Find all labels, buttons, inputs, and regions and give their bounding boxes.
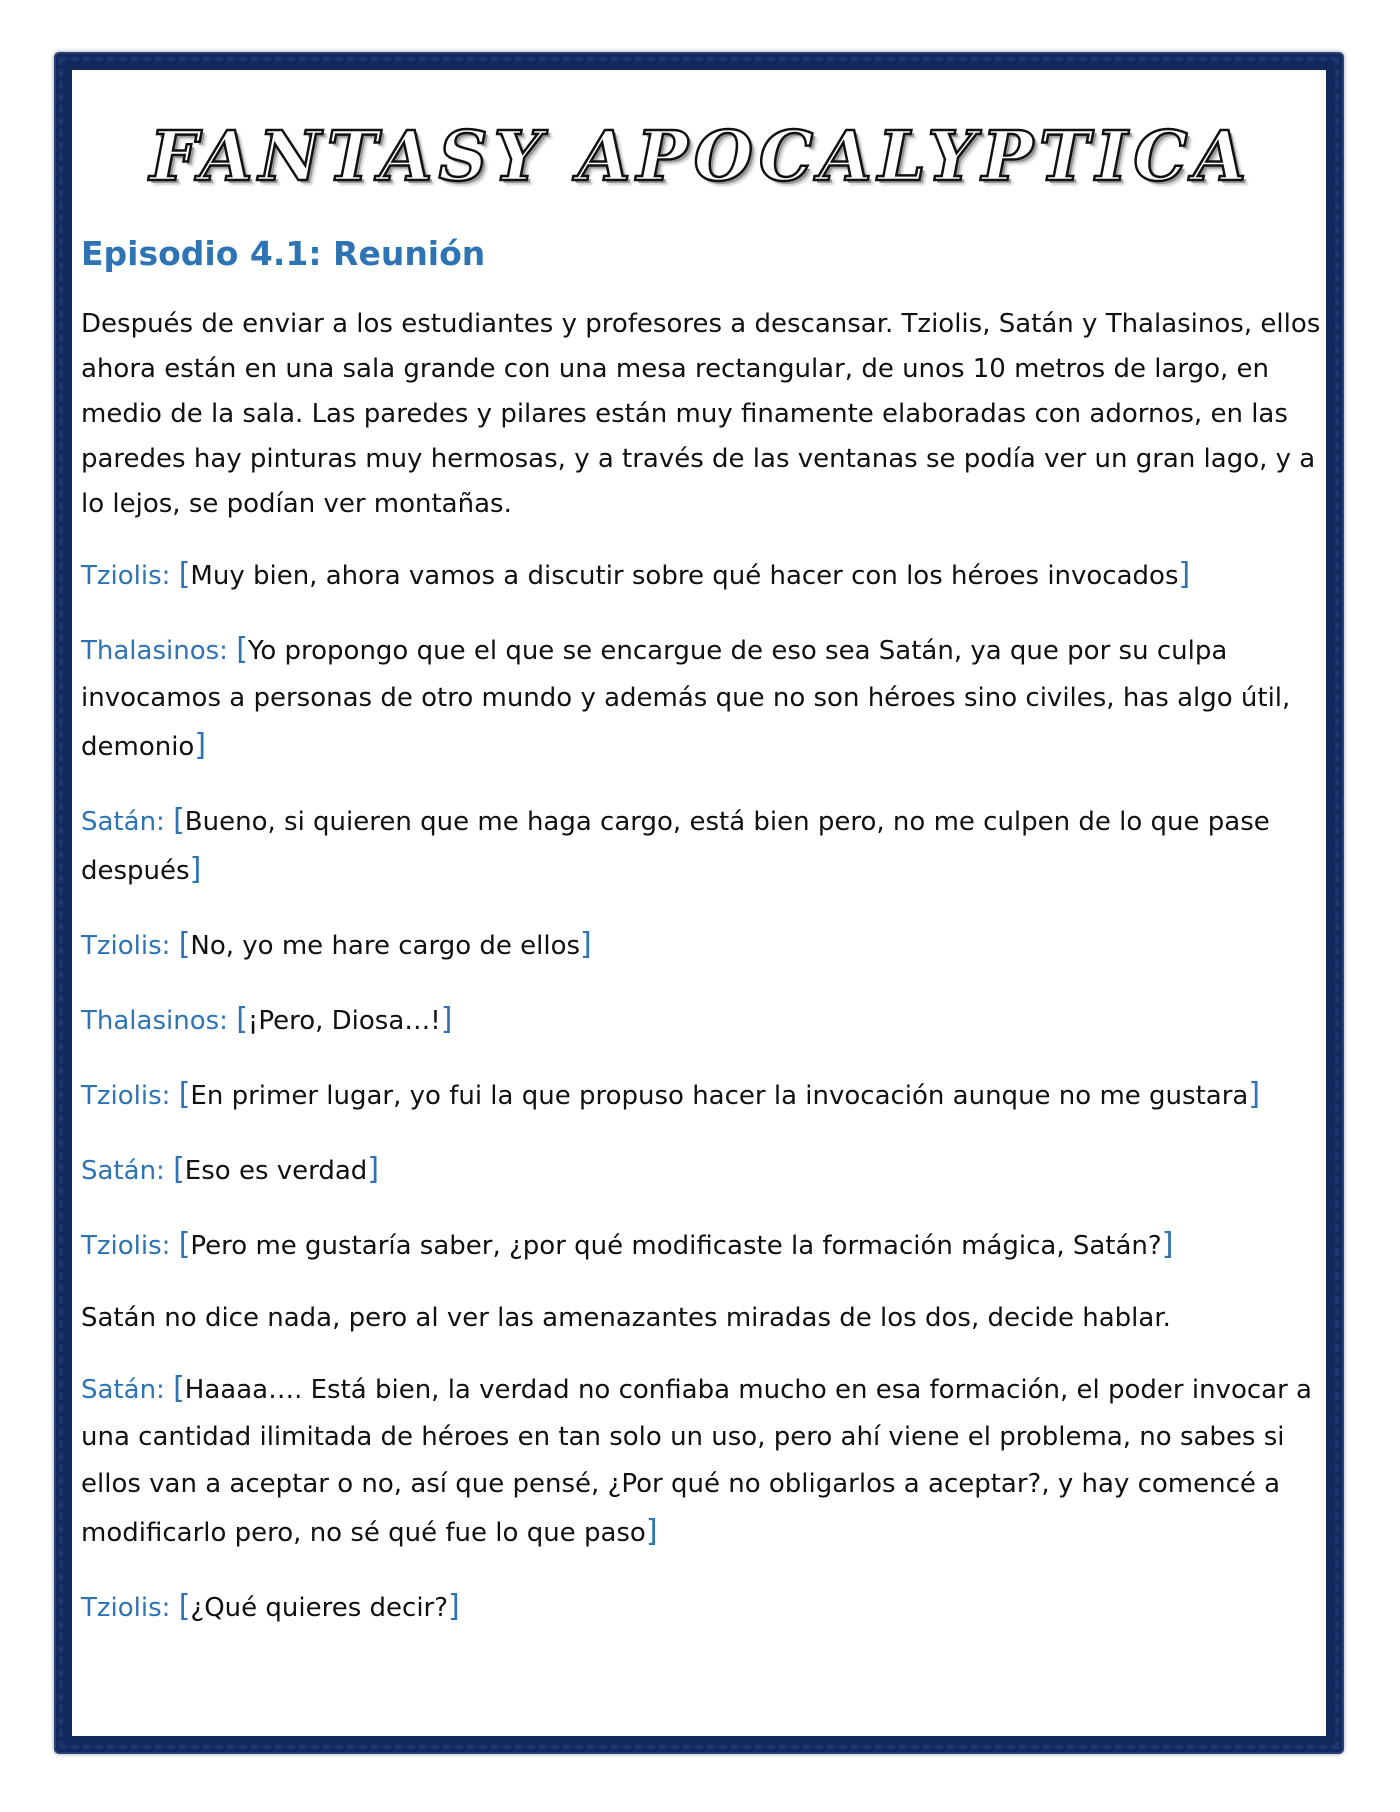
speaker-name: Tziolis: xyxy=(81,561,171,591)
dialogue-line xyxy=(81,1146,1321,1195)
speaker-name: Thalasinos: xyxy=(81,636,228,666)
open-bracket: [ xyxy=(178,1077,191,1112)
dialogue-text: En primer lugar, yo fui la que propuso hacer la invocación aunque no me gustara xyxy=(190,1081,1249,1111)
close-bracket: ] xyxy=(194,728,207,763)
open-bracket: [ xyxy=(236,1002,248,1037)
speaker-name: Tziolis: xyxy=(81,1231,171,1261)
close-bracket: ] xyxy=(1248,1077,1261,1112)
narration-paragraph: Después de enviar a los estudiantes y profesores a descansar. Tziolis, Satán y Thalasinos, ellos ahora están en una sala grande con una mesa rectangular, de unos 10 metros de largo, en medio de la sala. Las paredes y pilares están muy finamente elaboradas con adornos, en las paredes hay pinturas muy hermosas, y a través de las ventanas se podía ver un gran lago, y a lo lejos, se podían ver montañas. xyxy=(81,309,1321,519)
dialogue-text: Pero me gustaría saber, ¿por qué modificaste la formación mágica, Satán? xyxy=(190,1231,1162,1261)
open-bracket: [ xyxy=(236,632,248,667)
dialogue-line xyxy=(81,996,1321,1045)
close-bracket: ] xyxy=(580,927,592,962)
speaker-name: Satán: xyxy=(81,1375,165,1405)
dialogue-text: ¡Pero, Diosa…! xyxy=(247,1006,441,1036)
dialogue-text: Muy bien, ahora vamos a discutir sobre qué hacer con los héroes invocados xyxy=(190,561,1179,591)
close-bracket: ] xyxy=(440,1002,453,1037)
document-body xyxy=(81,112,1321,1658)
book-title: FANTASY APOCALYPTICA xyxy=(149,117,1253,197)
dialogue-line xyxy=(81,1583,1321,1632)
close-bracket: ] xyxy=(1161,1227,1174,1262)
dialogue-text: ¿Qué quieres decir? xyxy=(190,1593,449,1623)
speaker-name: Satán: xyxy=(81,807,165,837)
open-bracket: [ xyxy=(173,803,185,838)
dialogue-line xyxy=(81,626,1321,771)
open-bracket: [ xyxy=(178,557,191,592)
dialogue-line xyxy=(81,1365,1321,1557)
dialogue-text: No, yo me hare cargo de ellos xyxy=(190,931,581,961)
open-bracket: [ xyxy=(178,927,191,962)
open-bracket: [ xyxy=(178,1589,191,1624)
open-bracket: [ xyxy=(173,1371,185,1406)
close-bracket: ] xyxy=(1178,557,1191,592)
speaker-name: Satán: xyxy=(81,1156,165,1186)
speaker-name: Tziolis: xyxy=(81,1593,171,1623)
close-bracket: ] xyxy=(448,1589,460,1624)
story-blocks xyxy=(81,302,1321,1632)
open-bracket: [ xyxy=(178,1227,191,1262)
dialogue-line xyxy=(81,921,1321,970)
speaker-name: Tziolis: xyxy=(81,1081,171,1111)
narration-paragraph: Satán no dice nada, pero al ver las amenazantes miradas de los dos, decide hablar. xyxy=(81,1303,1171,1333)
dialogue-line xyxy=(81,1221,1321,1270)
close-bracket: ] xyxy=(645,1514,658,1549)
close-bracket: ] xyxy=(189,852,202,887)
dialogue-text: Bueno, si quieren que me haga cargo, está bien pero, no me culpen de lo que pase después xyxy=(81,807,1270,886)
open-bracket: [ xyxy=(173,1152,185,1187)
speaker-name: Tziolis: xyxy=(81,931,171,961)
close-bracket: ] xyxy=(367,1152,380,1187)
dialogue-line xyxy=(81,1071,1321,1120)
dialogue-line xyxy=(81,551,1321,600)
speaker-name: Thalasinos: xyxy=(81,1006,228,1036)
dialogue-text: Yo propongo que el que se encargue de eso sea Satán, ya que por su culpa invocamos a personas de otro mundo y además que no son héroes sino civiles, has algo útil, demonio xyxy=(81,636,1291,762)
dialogue-text: Eso es verdad xyxy=(184,1156,368,1186)
dialogue-text: Haaaa…. Está bien, la verdad no confiaba mucho en esa formación, el poder invocar a una cantidad ilimitada de héroes en tan solo un uso, pero ahí viene el problema, no sabes si ellos van a aceptar o no, así que pensé, ¿Por qué no obligarlos a aceptar?, y hay comencé a modificarlo pero, no sé qué fue lo que paso xyxy=(81,1375,1312,1548)
dialogue-line xyxy=(81,797,1321,895)
episode-heading: Episodio 4.1: Reunión xyxy=(81,234,486,273)
